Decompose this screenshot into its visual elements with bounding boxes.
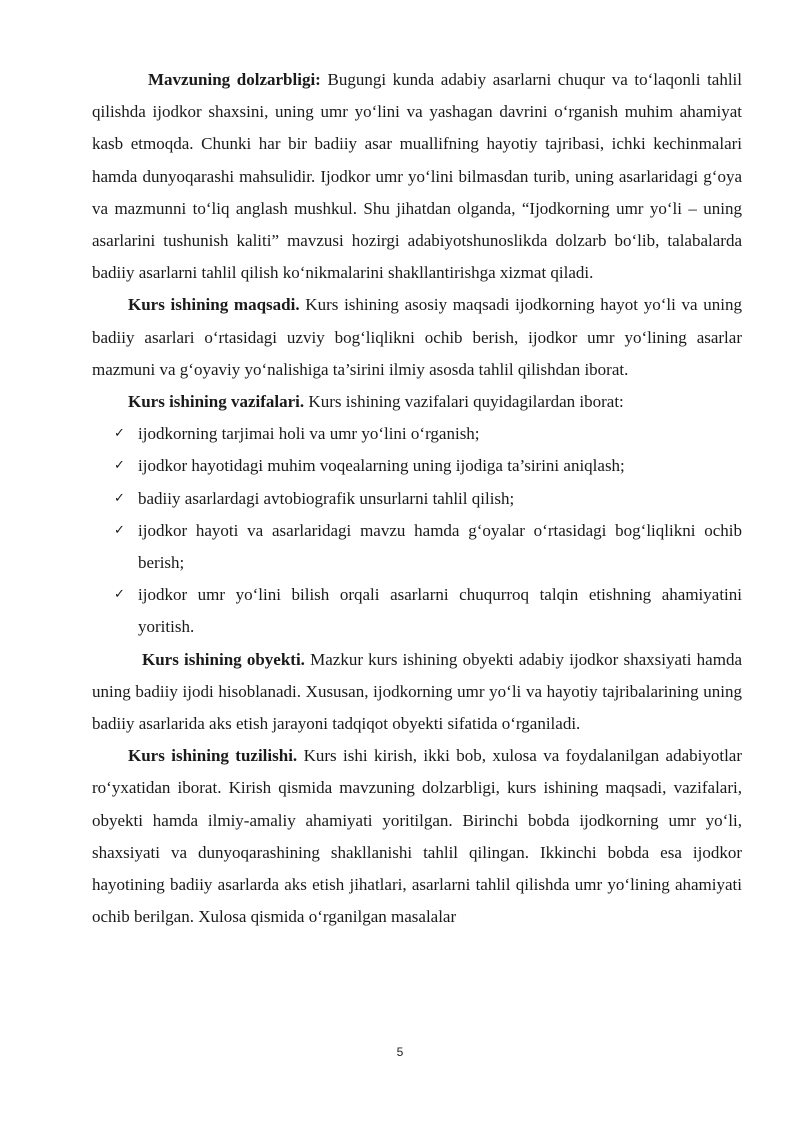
object-text: Mazkur kurs ishining obyekti adabiy ijodkor shaxsiyati hamda uning badiiy ijodi hisoblanadi. Xususan, ijodkorning umr yo‘li va hayotiy tajribalarining uning badiiy asarlarida aks etish jarayoni tadqiqot obyekti sifatida o‘rganiladi. [92,649,742,734]
relevance-heading: Mavzuning dolzarbligi: [148,70,321,89]
page-number: 5 [396,1045,404,1059]
tasks-heading: Kurs ishining vazifalari. [128,392,305,412]
object-paragraph [92,644,742,741]
list-item [114,418,742,450]
object-heading: Kurs ishining obyekti. [142,649,305,669]
list-item [114,515,742,579]
tasks-paragraph [92,386,742,418]
list-item [114,483,742,515]
task-text: ijodkorning tarjimai holi va umr yo‘lini o‘rganish; [138,424,480,444]
checkmark-icon: ✓ [114,587,125,603]
list-item [114,450,742,482]
relevance-paragraph [92,64,742,289]
task-text: ijodkor hayotidagi muhim voqealarning uning ijodiga ta’sirini aniqlash; [138,456,625,476]
document-page [92,64,742,933]
checkmark-icon: ✓ [114,458,125,474]
list-item [114,579,742,643]
structure-paragraph [92,740,742,933]
checkmark-icon: ✓ [114,522,125,538]
goal-text: Kurs ishining asosiy maqsadi ijodkorning hayot yo‘li va uning badiiy asarlari o‘rtasidagi uzviy bog‘liqlikni ochib berish, ijodkor umr yo‘lining asarlar mazmuni va g‘oyaviy yo‘nalishiga ta’sirini ilmiy asosda tahlil qilishdan iborat. [92,295,743,379]
tasks-list [92,418,742,643]
structure-heading: Kurs ishining tuzilishi. [128,746,298,766]
goal-heading: Kurs ishining maqsadi. [128,295,300,315]
tasks-text: Kurs ishining vazifalari quyidagilardan iborat: [304,392,624,412]
task-text: ijodkor umr yo‘lini bilish orqali asarlarni chuqurroq talqin etishning ahamiyatini yoritish. [138,585,742,637]
task-text: badiiy asarlardagi avtobiografik unsurlarni tahlil qilish; [138,488,515,508]
structure-text: Kurs ishi kirish, ikki bob, xulosa va foydalanilgan adabiyotlar ro‘yxatidan iborat. Kirish qismida mavzuning dolzarbligi, kurs ishining maqsadi, vazifalari, obyekti hamda ilmiy-amaliy ahamiyati yoritilgan. Birinchi bobda ijodkorning umr yo‘li, shaxsiyati va dunyoqarashining shakllanishi tahlil qilingan. Ikkinchi bobda esa ijodkor hayotining badiiy asarlarda aks etish jihatlari, asarlarni tahlil qilishda umr yo‘lining ahamiyati ochib berilgan. Xulosa qismida o‘rganilgan masalalar [92,746,742,927]
relevance-text: Bugungi kunda adabiy asarlarni chuqur va to‘laqonli tahlil qilishda ijodkor shaxsini, uning umr yo‘lini va yashagan davrini o‘rganish muhim ahamiyat kasb etmoqda. Chunki har bir badiiy asar muallifning hayotiy tajribasi, ichki kechinmalari hamda dunyoqarashi mahsulidir. Ijodkor umr yo‘lini bilmasdan turib, uning asarlaridagi g‘oya va mazmunni to‘liq anglash mushkul. Shu jihatdan olganda, “Ijodkorning umr yo‘li – uning asarlarini tushunish kaliti” mavzusi hozirgi adabiyotshunoslikda dolzarb bo‘lib, talabalarda badiiy asarlarni tahlil qilish ko‘nikmalarini shakllantirishga xizmat qiladi. [92,70,743,283]
goal-paragraph [92,289,742,386]
task-text: ijodkor hayoti va asarlaridagi mavzu hamda g‘oyalar o‘rtasidagi bog‘liqlikni ochib berish; [138,520,742,573]
checkmark-icon: ✓ [114,490,125,506]
checkmark-icon: ✓ [114,426,125,442]
